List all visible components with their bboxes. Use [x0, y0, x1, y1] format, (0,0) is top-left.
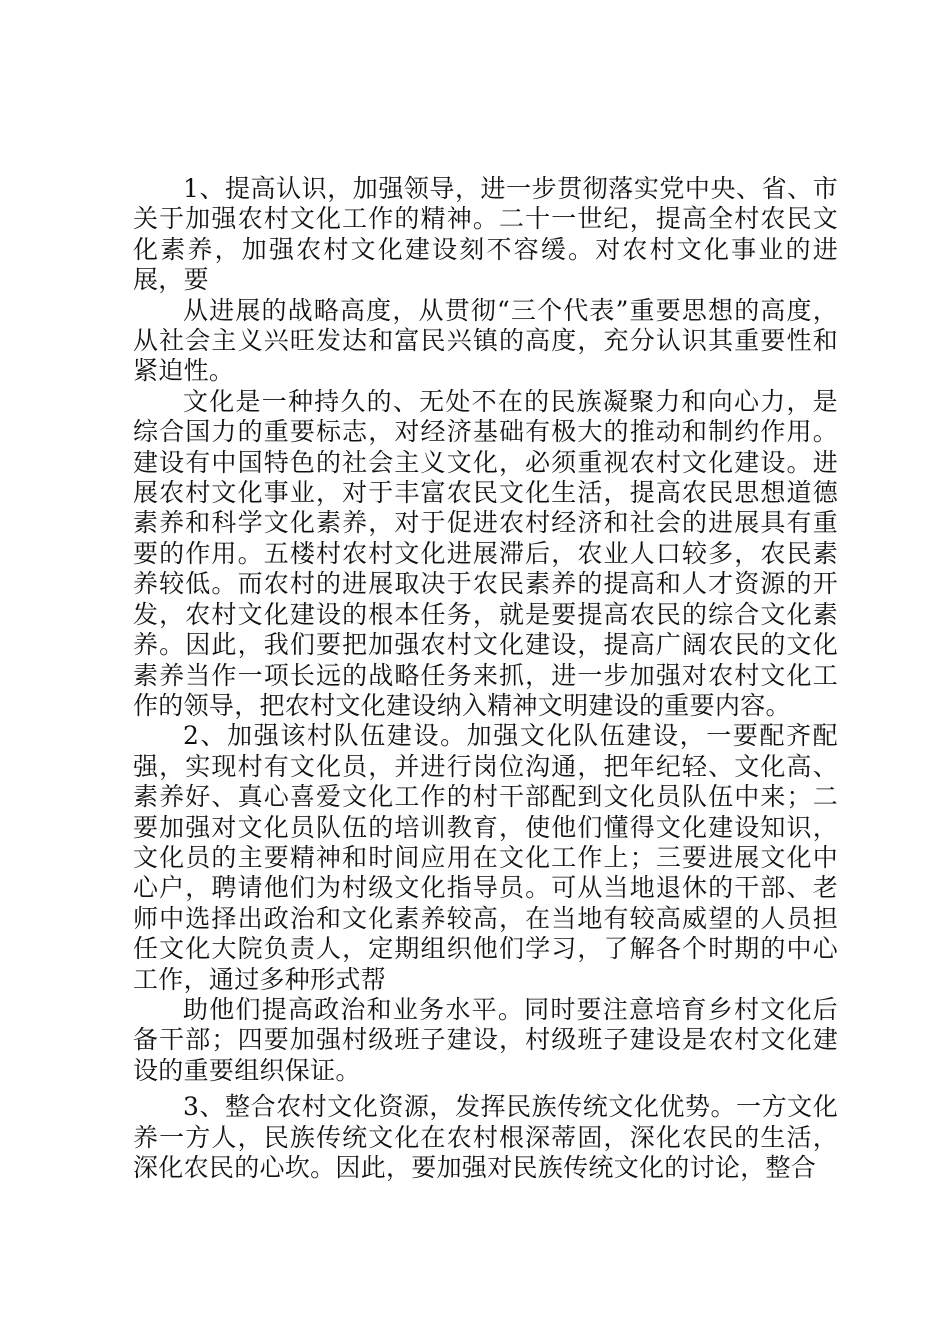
paragraph-5: 助他们提高政治和业务水平。同时要注意培育乡村文化后备干部；四要加强村级班子建设，村级班子建设是农村文化建设的重要组织保证。 [133, 994, 838, 1085]
paragraph-3: 文化是一种持久的、无处不在的民族凝聚力和向心力，是综合国力的重要标志，对经济基础有极大的推动和制约作用。建设有中国特色的社会主义文化，必须重视农村文化建设。进展农村文化事业，对于丰富农民文化生活，提高农民思想道德素养和科学文化素养，对于促进农村经济和社会的进展具有重要的作用。五楼村农村文化进展滞后，农业人口较多，农民素养较低。而农村的进展取决于农民素养的提高和人才资源的开发，农村文化建设的根本任务，就是要提高农民的综合文化素养。因此，我们要把加强农村文化建设，提高广阔农民的文化素养当作一项长远的战略任务来抓，进一步加强对农村文化工作的领导，把农村文化建设纳入精神文明建设的重要内容。 [133, 386, 838, 720]
paragraph-1: 1、提高认识，加强领导，进一步贯彻落实党中央、省、市关于加强农村文化工作的精神。二十一世纪，提高全村农民文化素养，加强农村文化建设刻不容缓。对农村文化事业的进展，要 [133, 174, 838, 295]
paragraph-2: 从进展的战略高度，从贯彻“三个代表”重要思想的高度，从社会主义兴旺发达和富民兴镇的高度，充分认识其重要性和紧迫性。 [133, 295, 838, 386]
paragraph-6: 3、整合农村文化资源，发挥民族传统文化优势。一方文化养一方人，民族传统文化在农村根深蒂固，深化农民的生活，深化农民的心坎。因此，要加强对民族传统文化的讨论，整合 [133, 1092, 838, 1182]
paragraph-4: 2、加强该村队伍建设。加强文化队伍建设，一要配齐配强，实现村有文化员，并进行岗位沟通，把年纪轻、文化高、素养好、真心喜爱文化工作的村干部配到文化员队伍中来；二要加强对文化员队伍的培训教育，使他们懂得文化建设知识，文化员的主要精神和时间应用在文化工作上；三要进展文化中心户，聘请他们为村级文化指导员。可从当地退休的干部、老师中选择出政治和文化素养较高，在当地有较高威望的人员担任文化大院负责人，定期组织他们学习，了解各个时期的中心工作，通过多种形式帮 [133, 721, 838, 994]
document-body [133, 174, 838, 1183]
